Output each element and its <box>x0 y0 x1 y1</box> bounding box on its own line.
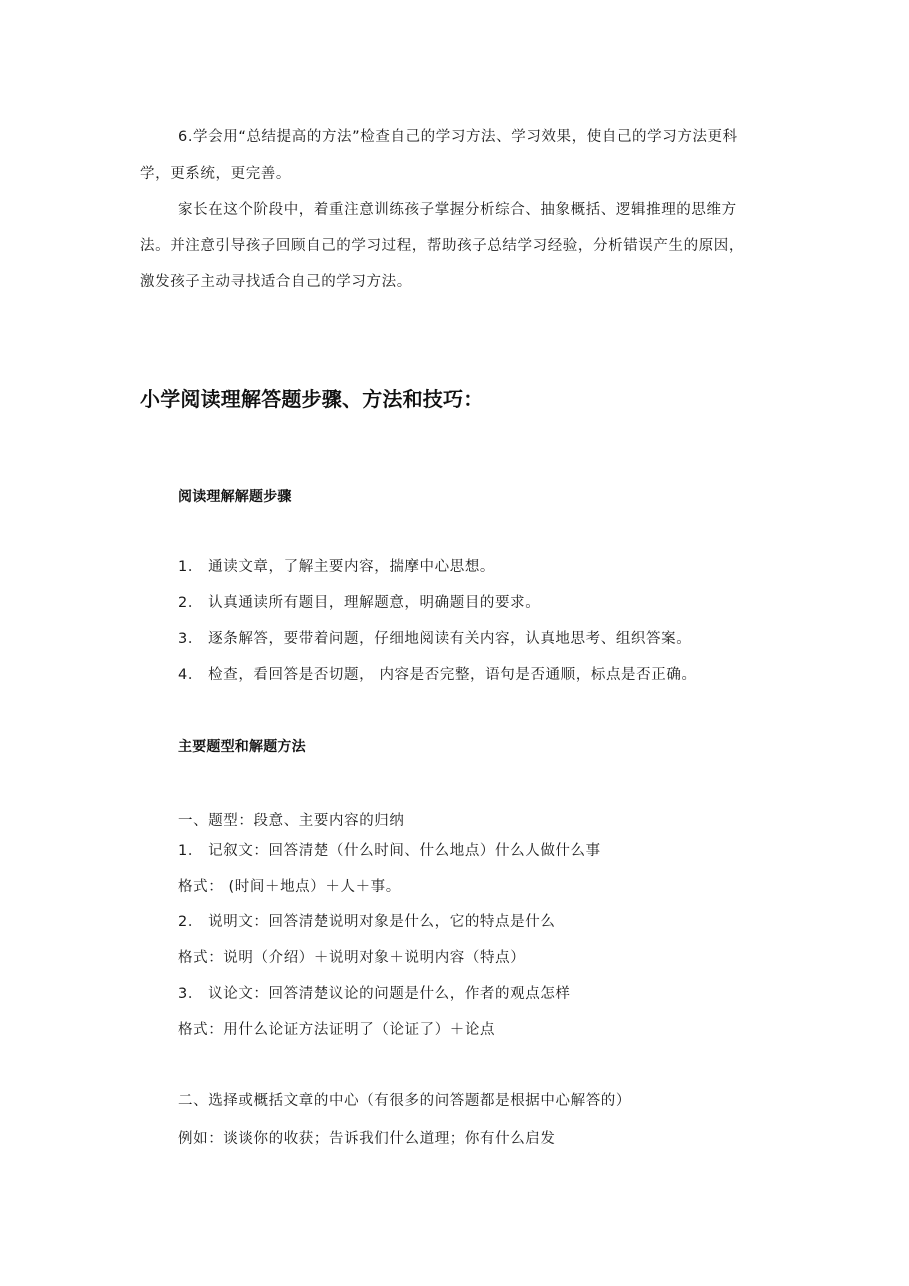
intro-paragraph-1-line-1: 6.学会用“总结提高的方法”检查自己的学习方法、学习效果，使自己的学习方法更科 <box>178 129 738 145</box>
steps-section-title: 阅读理解解题步骤 <box>178 489 292 505</box>
intro-paragraph-1-line-2: 学，更系统，更完善。 <box>140 166 291 182</box>
step-item: 1． 通读文章，了解主要内容，揣摩中心思想。 <box>178 559 496 575</box>
type-1-line: 2． 说明文：回答清楚说明对象是什么，它的特点是什么 <box>178 914 556 930</box>
type-1-line: 3． 议论文：回答清楚议论的问题是什么，作者的观点怎样 <box>178 986 571 1002</box>
types-section-title: 主要题型和解题方法 <box>178 739 306 755</box>
step-item: 2． 认真通读所有题目，理解题意，明确题目的要求。 <box>178 595 541 611</box>
type-1-line: 格式：用什么论证方法证明了（论证了）＋论点 <box>178 1022 496 1038</box>
type-2-example: 例如：谈谈你的收获；告诉我们什么道理；你有什么启发 <box>178 1131 556 1147</box>
type-2-heading: 二、选择或概括文章的中心（有很多的问答题都是根据中心解答的） <box>178 1093 631 1109</box>
intro-paragraph-2-line-3: 激发孩子主动寻找适合自己的学习方法。 <box>140 274 412 290</box>
intro-paragraph-2-line-1: 家长在这个阶段中，着重注意训练孩子掌握分析综合、抽象概括、逻辑推理的思维方 <box>178 202 737 218</box>
main-title: 小学阅读理解答题步骤、方法和技巧： <box>140 387 484 411</box>
type-1-line: 格式： (时间＋地点）＋人＋事。 <box>178 879 401 895</box>
step-item: 3． 逐条解答，要带着问题，仔细地阅读有关内容，认真地思考、组织答案。 <box>178 631 692 647</box>
intro-paragraph-2-line-2: 法。并注意引导孩子回顾自己的学习过程，帮助孩子总结学习经验，分析错误产生的原因， <box>140 238 744 254</box>
type-1-line: 1． 记叙文：回答清楚（什么时间、什么地点）什么人做什么事 <box>178 843 601 859</box>
type-1-heading: 一、题型：段意、主要内容的归纳 <box>178 813 405 829</box>
step-item: 4． 检查，看回答是否切题， 内容是否完整，语句是否通顺，标点是否正确。 <box>178 667 697 683</box>
type-1-line: 格式：说明（介绍）＋说明对象＋说明内容（特点） <box>178 950 526 966</box>
